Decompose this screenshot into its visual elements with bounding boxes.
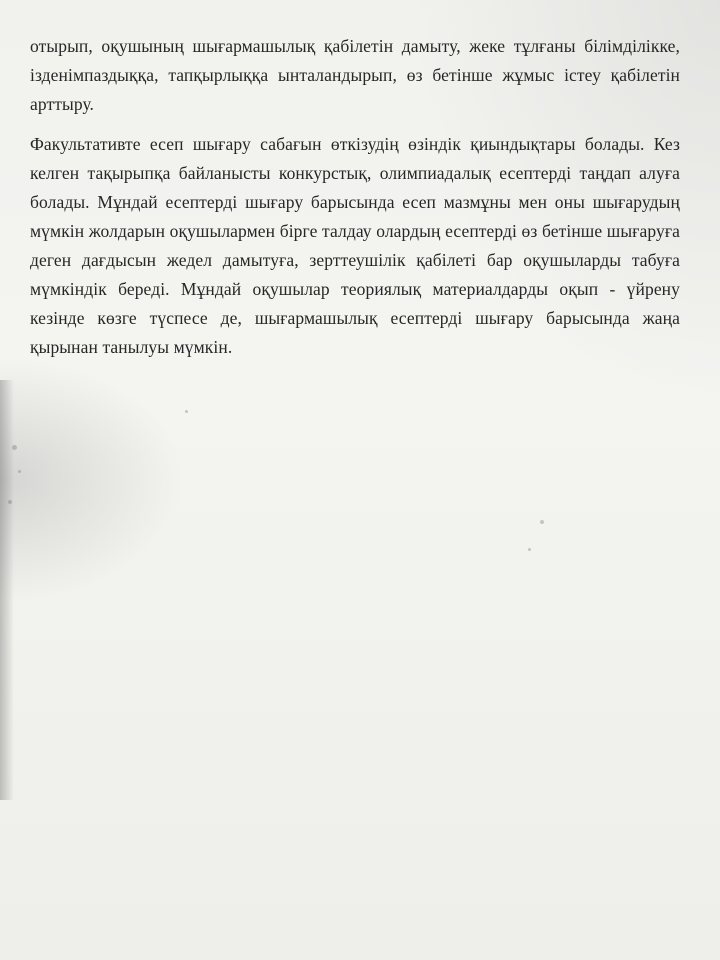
scan-speck — [540, 520, 544, 524]
scan-speck — [8, 500, 12, 504]
scan-speck — [12, 445, 17, 450]
scan-speck — [18, 470, 21, 473]
scan-edge-shadow — [0, 380, 14, 800]
body-text — [30, 32, 680, 373]
paragraph-1: отырып, оқушының шығармашылық қабілетін дамыту, жеке тұлғаны білімділікке, ізденімпаздыққа, тапқырлыққа ынталандырып, өз бетінше жұмыс істеу қабілетін арттыру. — [30, 36, 680, 114]
scan-speck — [528, 548, 531, 551]
paragraph-2: Факультативте есеп шығару сабағын өткізудің өзіндік қиындықтары болады. Кез келген тақырыпқа байланысты конкурстық, олимпиадалық есептерді таңдап алуға болады. Мұндай есептерді шығару барысында есеп мазмұны мен оны шығарудың мүмкін жолдарын оқушылармен бірге талдау олардың есептерді өз бетінше шығаруға деген дағдысын жедел дамытуға, зерттеушілік қабілеті бар оқушыларды табуға мүмкіндік береді. Мұндай оқушылар теориялық материалдарды оқып - үйрену кезінде көзге түспесе де, шығармашылық есептерді шығару барысында жаңа қырынан танылуы мүмкін. — [30, 134, 680, 357]
scan-speck — [185, 410, 188, 413]
